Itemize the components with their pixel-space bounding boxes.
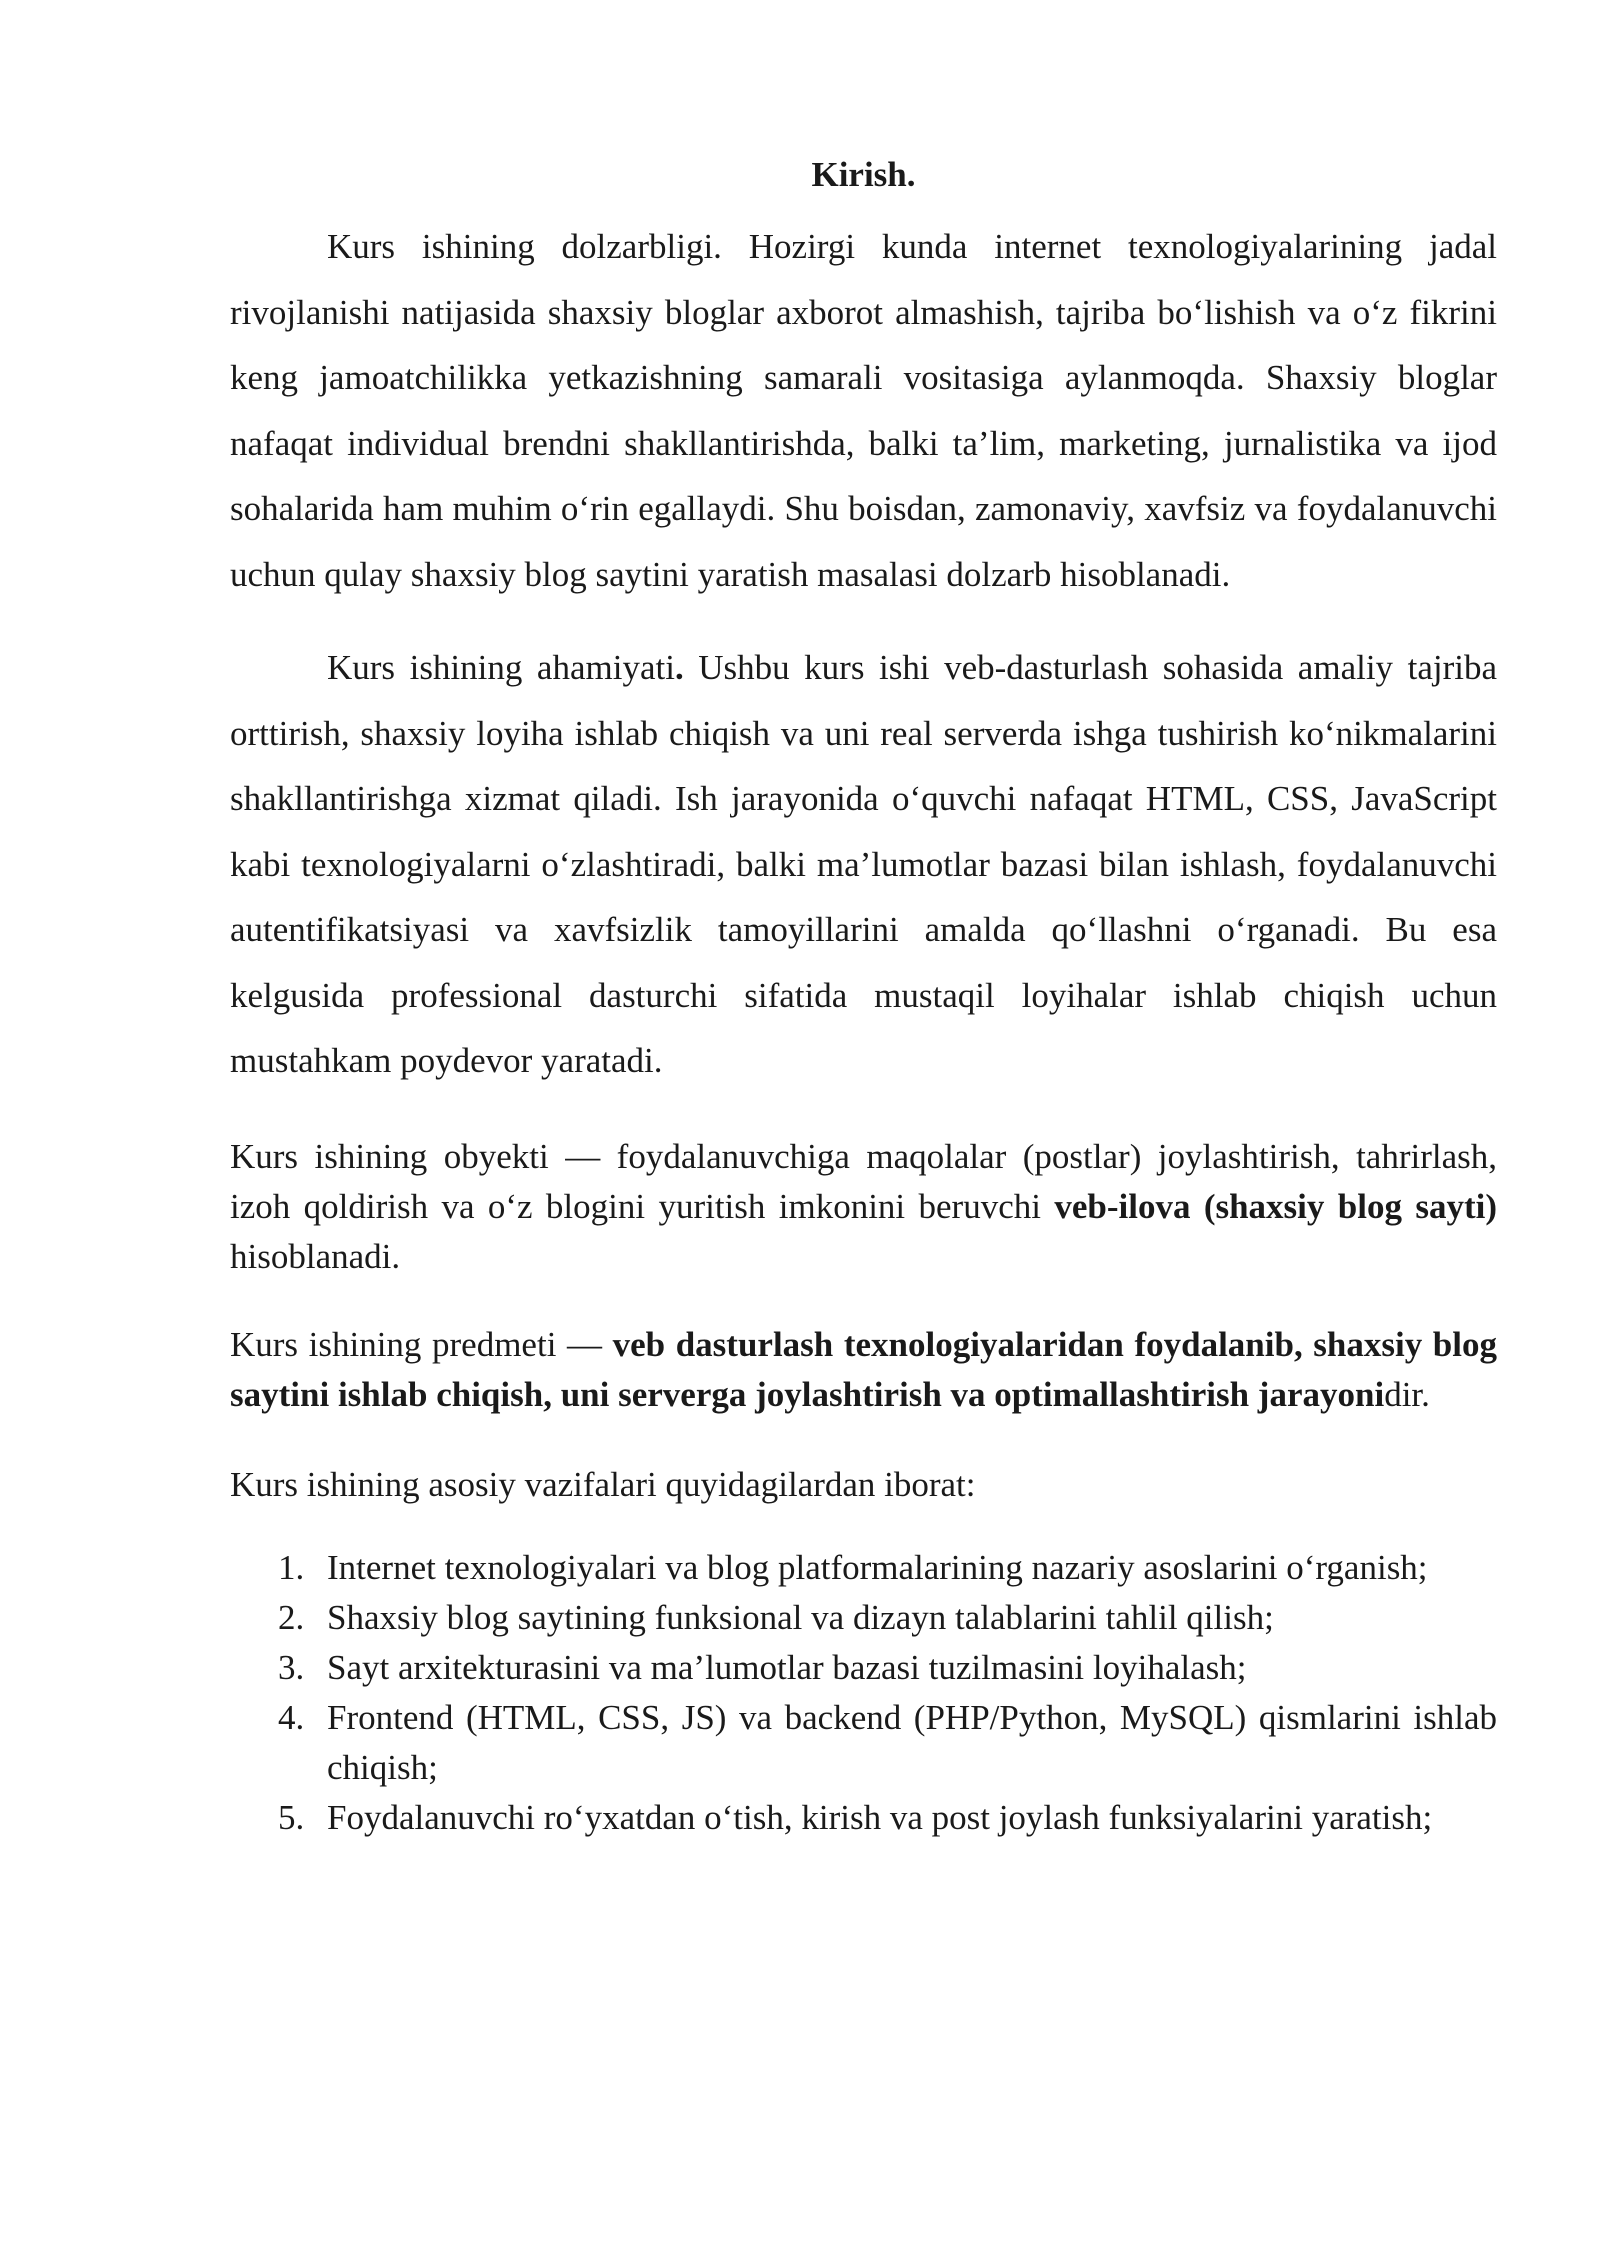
object-lead: Kurs ishining obyekti — foydalanuvchiga maqolalar (postlar) joylashtirish, tahrirlash, izoh qoldirish va o‘z blogini yuritish imkonini beruvchi xyxy=(230,1136,1497,1226)
list-item-number: 2. xyxy=(278,1597,305,1637)
importance-label: Kurs ishining ahamiyati xyxy=(327,648,675,687)
subject-bold: veb dasturlash texnologiyalaridan foydalanib, shaxsiy blog saytini ishlab chiqish, uni serverga joylashtirish va optimallashtirish jarayoni xyxy=(230,1324,1497,1414)
relevance-paragraph xyxy=(230,214,1497,607)
tasks-list xyxy=(230,1543,1497,1843)
document-page xyxy=(230,150,1497,1843)
page-title: Kirish. xyxy=(811,155,916,194)
subject-lead: Kurs ishining predmeti — xyxy=(230,1324,613,1364)
importance-text: Ushbu kurs ishi veb-dasturlash sohasida amaliy tajriba orttirish, shaxsiy loyiha ishlab chiqish va uni real serverda ishga tushirish ko‘nikmalarini shakllantirishga xizmat qiladi. Ish jarayonida o‘quvchi nafaqat HTML, CSS, JavaScript kabi texnologiyalarni o‘zlashtiradi, balki ma’lumotlar bazasi bilan ishlash, foydalanuvchi autentifikatsiyasi va xavfsizlik tamoyillarini amalda qo‘llashni o‘rganadi. Bu esa kelgusida professional dasturchi sifatida mustaqil loyihalar ishlab chiqish uchun mustahkam poydevor yaratadi. xyxy=(230,648,1497,1080)
list-item xyxy=(230,1793,1497,1843)
object-bold: veb-ilova (shaxsiy blog sayti) xyxy=(1054,1186,1497,1226)
list-item xyxy=(230,1593,1497,1643)
list-item-number: 5. xyxy=(278,1797,305,1837)
object-paragraph xyxy=(230,1132,1497,1282)
list-item xyxy=(230,1643,1497,1693)
relevance-label: Kurs ishining dolzarbligi. xyxy=(327,227,722,266)
list-item xyxy=(230,1693,1497,1793)
list-item-text: Foydalanuvchi ro‘yxatdan o‘tish, kirish va post joylash funksiyalarini yaratish; xyxy=(327,1797,1433,1837)
subject-paragraph xyxy=(230,1320,1497,1420)
list-item-number: 1. xyxy=(278,1547,305,1587)
list-item-number: 3. xyxy=(278,1647,305,1687)
list-item-text: Sayt arxitekturasini va ma’lumotlar bazasi tuzilmasini loyihalash; xyxy=(327,1647,1247,1687)
list-item-number: 4. xyxy=(278,1697,305,1737)
list-item-text: Shaxsiy blog saytining funksional va dizayn talablarini tahlil qilish; xyxy=(327,1597,1274,1637)
list-item xyxy=(230,1543,1497,1593)
tasks-intro: Kurs ishining asosiy vazifalari quyidagilardan iborat: xyxy=(230,1464,976,1504)
importance-label-dot: . xyxy=(674,648,684,687)
object-tail: hisoblanadi. xyxy=(230,1236,401,1276)
subject-tail: dir. xyxy=(1384,1374,1430,1414)
relevance-text: Hozirgi kunda internet texnologiyalarining jadal rivojlanishi natijasida shaxsiy bloglar axborot almashish, tajriba bo‘lishish va o‘z fikrini keng jamoatchilikka yetkazishning samarali vositasiga aylanmoqda. Shaxsiy bloglar nafaqat individual brendni shakllantirishda, balki ta’lim, marketing, jurnalistika va ijod sohalarida ham muhim o‘rin egallaydi. Shu boisdan, zamonaviy, xavfsiz va foydalanuvchi uchun qulay shaxsiy blog saytini yaratish masalasi dolzarb hisoblanadi. xyxy=(230,227,1497,594)
list-item-text: Frontend (HTML, CSS, JS) va backend (PHP/Python, MySQL) qismlarini ishlab chiqish; xyxy=(327,1697,1497,1787)
importance-paragraph xyxy=(230,635,1497,1094)
list-item-text: Internet texnologiyalari va blog platformalarining nazariy asoslarini o‘rganish; xyxy=(327,1547,1428,1587)
